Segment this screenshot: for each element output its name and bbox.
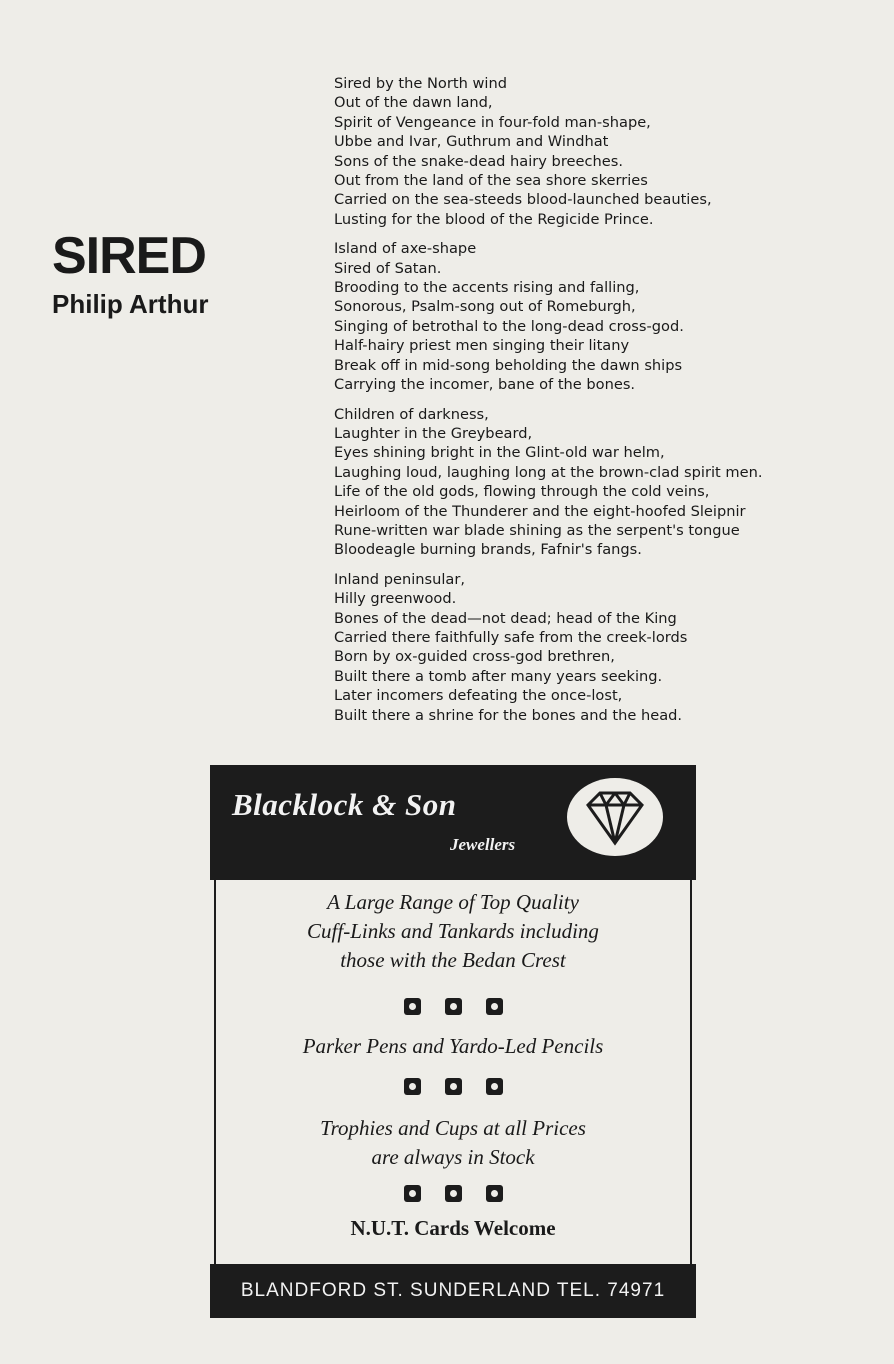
poem-body — [334, 74, 874, 735]
nut-cards-notice: N.U.T. Cards Welcome — [350, 1216, 556, 1240]
advert-line: Parker Pens and Yardo-Led Pencils — [302, 1034, 604, 1058]
advert-line: those with the Bedan Crest — [340, 948, 566, 972]
poem-line: Built there a tomb after many years seeking. — [334, 667, 663, 685]
poem-line: Out from the land of the sea shore skerries — [334, 172, 648, 190]
advert-body — [214, 880, 692, 1264]
poem-line: Life of the old gods, flowing through the cold veins, — [334, 483, 710, 501]
poem-line: Laughing loud, laughing long at the brown-clad spirit men. — [334, 463, 763, 481]
flower-ornament-icon — [445, 998, 462, 1015]
poem-line: Inland peninsular, — [334, 570, 465, 588]
advert-line: Cuff-Links and Tankards including — [307, 919, 599, 943]
poem-line: Sired of Satan. — [334, 259, 442, 277]
poem-line: Carried there faithfully safe from the creek-lords — [334, 628, 688, 646]
advert-address: BLANDFORD ST. SUNDERLAND TEL. 74971 — [210, 1264, 696, 1318]
advert-text-trophies — [216, 1114, 690, 1172]
poem-line: Bloodeagle burning brands, Fafnir's fangs. — [334, 541, 642, 559]
shop-subtitle: Jewellers — [450, 835, 516, 854]
poem-line: Heirloom of the Thunderer and the eight-hoofed Sleipnir — [334, 502, 746, 520]
flower-ornament-icon — [404, 998, 421, 1015]
poem-line: Eyes shining bright in the Glint-old war helm, — [334, 444, 665, 462]
shop-name: Blacklock & Son — [232, 787, 457, 822]
flower-ornament-icon — [445, 1078, 462, 1095]
advert-text-cufflinks — [216, 888, 690, 975]
poem-line: Sons of the snake-dead hairy breeches. — [334, 152, 623, 170]
poem-stanza — [334, 239, 874, 394]
poem-line: Children of darkness, — [334, 405, 489, 423]
ornament-row — [216, 998, 690, 1019]
flower-ornament-icon — [445, 1185, 462, 1202]
poem-line: Later incomers defeating the once-lost, — [334, 687, 623, 705]
poem-line: Out of the dawn land, — [334, 94, 493, 112]
flower-ornament-icon — [486, 1078, 503, 1095]
jeweller-advert — [210, 765, 696, 1318]
poem-line: Singing of betrothal to the long-dead cross-god. — [334, 317, 684, 335]
advert-line: Trophies and Cups at all Prices — [320, 1116, 586, 1140]
poem-stanza — [334, 570, 874, 725]
poem-line: Born by ox-guided cross-god brethren, — [334, 648, 615, 666]
poem-line: Carrying the incomer, bane of the bones. — [334, 376, 636, 394]
poem-heading — [52, 228, 208, 320]
advert-line: are always in Stock — [371, 1145, 535, 1169]
poem-line: Spirit of Vengeance in four-fold man-shape, — [334, 113, 651, 131]
poem-line: Lusting for the blood of the Regicide Prince. — [334, 210, 654, 228]
flower-ornament-icon — [404, 1078, 421, 1095]
diamond-icon — [566, 777, 664, 857]
poem-stanza — [334, 74, 874, 229]
poem-line: Carried on the sea-steeds blood-launched beauties, — [334, 191, 712, 209]
poem-line: Sired by the North wind — [334, 75, 507, 92]
flower-ornament-icon — [486, 1185, 503, 1202]
ornament-row — [216, 1185, 690, 1206]
ornament-row — [216, 1078, 690, 1099]
poem-line: Brooding to the accents rising and falling, — [334, 279, 640, 297]
poem-line: Sonorous, Psalm-song out of Romeburgh, — [334, 298, 636, 316]
poem-line: Hilly greenwood. — [334, 590, 457, 608]
poem-line: Break off in mid-song beholding the dawn ships — [334, 356, 683, 374]
flower-ornament-icon — [486, 998, 503, 1015]
poem-stanza — [334, 405, 874, 560]
flower-ornament-icon — [404, 1185, 421, 1202]
poem-line: Half-hairy priest men singing their litany — [334, 337, 630, 355]
advert-text-pens — [216, 1032, 690, 1061]
poem-line: Rune-written war blade shining as the serpent's tongue — [334, 521, 740, 539]
advert-line: A Large Range of Top Quality — [327, 890, 579, 914]
poem-author: Philip Arthur — [52, 289, 209, 319]
poem-line: Island of axe-shape — [334, 240, 477, 258]
poem-line: Built there a shrine for the bones and the head. — [334, 706, 683, 724]
poem-title: SIRED — [52, 227, 206, 285]
poem-line: Ubbe and Ivar, Guthrum and Windhat — [334, 133, 609, 151]
advert-header — [210, 765, 696, 880]
poem-line: Laughter in the Greybeard, — [334, 424, 533, 442]
poem-line: Bones of the dead—not dead; head of the King — [334, 609, 677, 627]
